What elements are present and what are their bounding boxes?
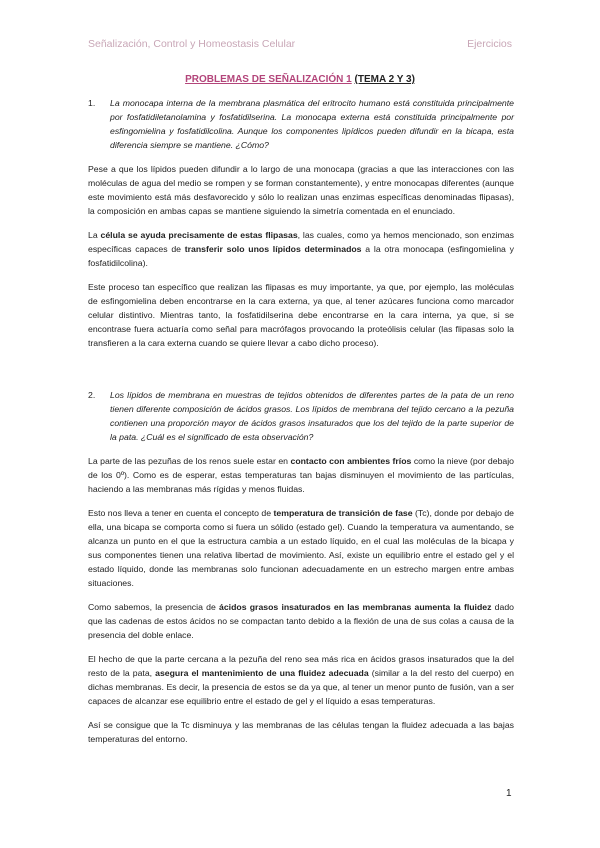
answer-1-paragraph-2 xyxy=(88,228,514,270)
answer-2-paragraph-5: Así se consigue que la Tc disminuya y las membranas de las células tengan la fluidez adecuada a las bajas temperaturas del entorno. xyxy=(88,720,514,744)
text-span: La xyxy=(88,230,101,240)
bold-text: transferir solo unos lípidos determinados xyxy=(184,244,362,254)
answer-2-paragraph-3 xyxy=(88,600,514,642)
text-span: , las cuales, como ya hemos mencionado, son enzimas específicas capaces de xyxy=(88,230,515,254)
text-span: como la nieve (por debajo de los 0º). Como es de esperar, estas temperaturas tan bajas disminuyen el movimiento de las partículas, haciendo a las membranas más rígidas y menos fluidas. xyxy=(88,456,514,494)
question-2-text: Los lípidos de membrana en muestras de tejidos obtenidos de diferentes partes de la pata de un reno tienen diferente composición de ácidos grasos. Los lípidos de membrana del tejido cercano a la pezuña contienen una proporción mayor de ácidos grasos insaturados que los del tejido de la parte superior de la pata. ¿Cuál es el significado de esta observación? xyxy=(110,390,514,442)
answer-1-paragraph-1: Pese a que los lípidos pueden difundir a lo largo de una monocapa (gracias a que las interacciones con las moléculas de agua del medio se rompen y se forman constantemente), y entre monocapas diferentes (aunque este movimiento está más desfavorecido y sólo lo realizan unas enzimas específicas denominadas flipasas), la composición en ambas capas se mantiene siguiendo la simetría comentada en el enunciado. xyxy=(88,164,514,216)
title-main: PROBLEMAS DE SEÑALIZACIÓN 1 xyxy=(185,74,352,85)
document-body xyxy=(88,96,514,756)
page-number: 1 xyxy=(506,788,512,799)
question-2 xyxy=(88,388,514,444)
text-span: a la otra monocapa (esfingomielina y fosfatidilcolina). xyxy=(88,244,514,268)
bold-text: asegura el mantenimiento de una fluidez adecuada xyxy=(155,668,369,678)
answer-2-paragraph-2 xyxy=(88,506,514,590)
text-span: El hecho de que la parte cercana a la pezuña del reno sea más rica en ácidos grasos insaturados que la del resto de la pata, xyxy=(88,654,514,678)
header-course-title: Señalización, Control y Homeostasis Celular xyxy=(88,38,296,50)
bold-text: ácidos grasos insaturados en las membranas aumenta la fluidez xyxy=(219,602,492,612)
document-title xyxy=(0,74,600,85)
bold-text: contacto con ambientes fríos xyxy=(290,456,412,466)
bold-text: célula se ayuda precisamente de estas flipasas xyxy=(100,230,298,240)
header-section-label: Ejercicios xyxy=(467,38,512,50)
text-span: Como sabemos, la presencia de xyxy=(88,602,220,612)
answer-2-paragraph-4 xyxy=(88,652,514,708)
text-span: La parte de las pezuñas de los renos suele estar en xyxy=(88,456,291,466)
title-topics: (TEMA 2 Y 3) xyxy=(354,74,415,85)
answer-1-paragraph-3: Este proceso tan específico que realizan las flipasas es muy importante, ya que, por ejemplo, las moléculas de esfingomielina deben encontrarse en la cara externa, ya que, al tener azúcares funciona como marcador celular distintivo. Mientras tanto, la fosfatidilserina debe encontrarse en la cara interna, ya que, si se encontrase fuera actuaría como señal para macrófagos provocando la proteólisis celular (las flipasas solo la transfieren a la cara externa cuando se quiere llevar a cabo dicho proceso). xyxy=(88,282,514,348)
text-span: Esto nos lleva a tener en cuenta el concepto de xyxy=(88,508,274,518)
question-1 xyxy=(88,96,514,152)
text-span: (Tc), donde por debajo de ella, una bicapa se comporta como si fuera un sólido (estado gel). Cuando la temperatura va aumentando, se alcanza un punto en el que la estructura cambia a un estado líquido, en el cual las moléculas de la bicapa y sus componentes tienen una relativa libertad de movimiento. Así, existe un equilibrio entre el estado gel y el estado líquido, donde las membranas solo funcionan adecuadamente en un estrecho margen entre ambas situaciones. xyxy=(88,508,514,588)
text-span: (similar a la del resto del cuerpo) en dichas membranas. Es decir, la presencia de estos se da ya que, al tener un menor punto de fusión, van a ser capaces de alcanzar ese equilibrio entre el estado de gel y el líquido a esas temperaturas. xyxy=(88,668,514,706)
question-1-number: 1. xyxy=(88,98,96,108)
question-2-number: 2. xyxy=(88,390,96,400)
question-1-text: La monocapa interna de la membrana plasmática del eritrocito humano está constituida principalmente por fosfatidiletanolamina y fosfatidilserina. La monocapa externa está constituida principalmente por esfingomielina y fosfatidilcolina. Aunque los componentes lipídicos pueden difundir en la bicapa, esta diferencia siempre se mantiene. ¿Cómo? xyxy=(110,98,514,150)
bold-text: temperatura de transición de fase xyxy=(273,508,413,518)
spacer xyxy=(88,360,514,388)
page-header xyxy=(88,38,512,50)
text-span: dado que las cadenas de estos ácidos no se compactan tanto debido a la flexión de una de sus colas a causa de la presencia del doble enlace. xyxy=(88,602,514,640)
answer-2-paragraph-1 xyxy=(88,454,514,496)
